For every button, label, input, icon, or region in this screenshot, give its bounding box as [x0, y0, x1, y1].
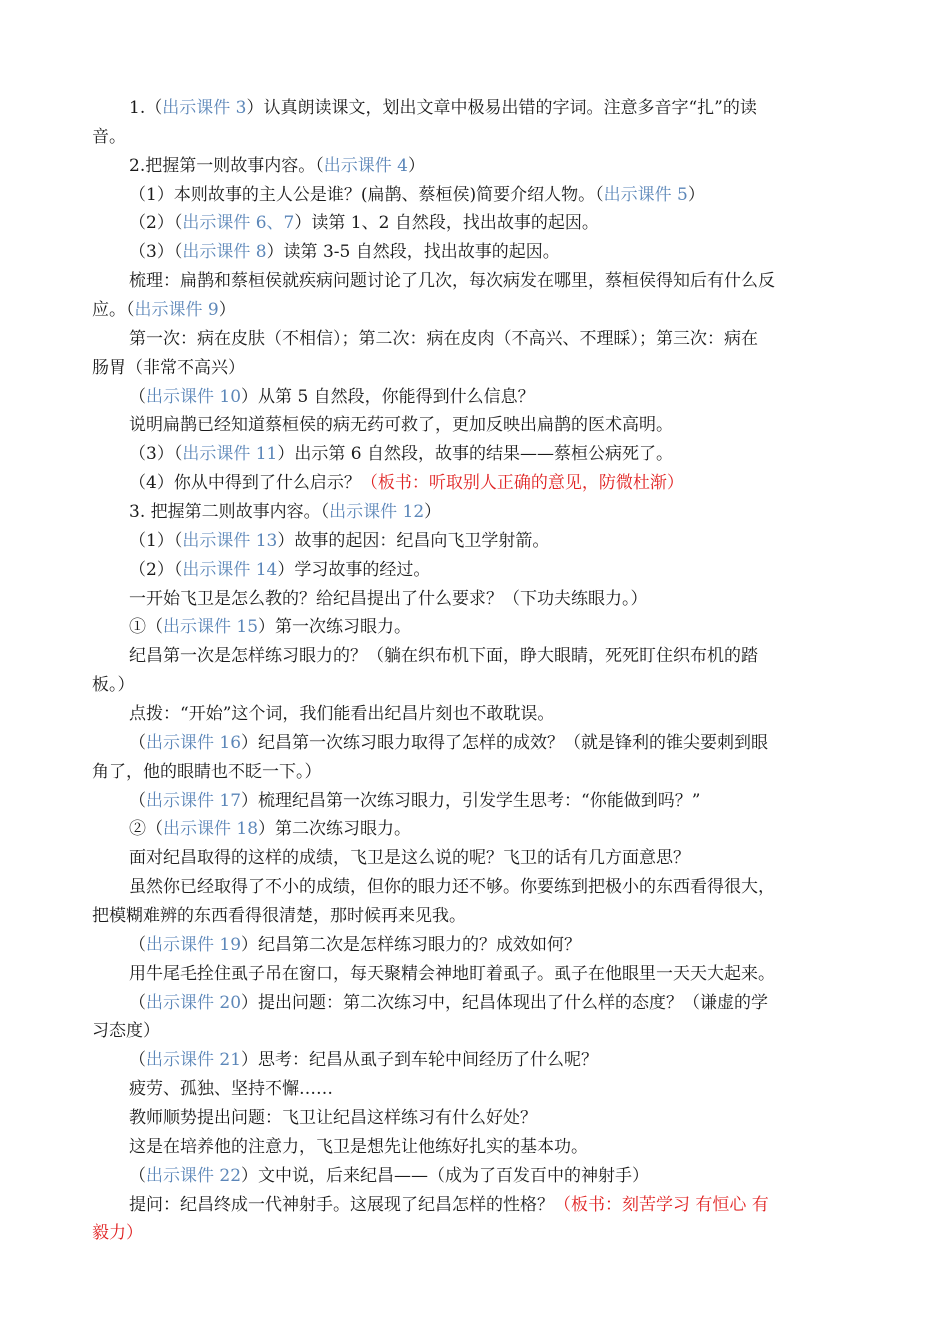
text-line: （出示课件 10）从第 5 自然段，你能得到什么信息？ — [129, 387, 535, 407]
text-line: 一开始飞卫是怎么教的？给纪昌提出了什么要求？（下功夫练眼力。） — [129, 589, 648, 609]
text-line: 角了，他的眼睛也不眨一下。） — [92, 762, 322, 782]
courseware-ref: 出示课件 18 — [163, 819, 259, 839]
text-line: 用牛尾毛拴住虱子吊在窗口，每天聚精会神地盯着虱子。虱子在他眼里一天天大起来。 — [129, 964, 775, 984]
courseware-ref: 出示课件 19 — [146, 935, 242, 955]
text-line: （3）（出示课件 8）读第 3-5 自然段，找出故事的起因。 — [129, 242, 560, 262]
courseware-ref: 出示课件 15 — [163, 617, 259, 637]
courseware-ref: 出示课件 17 — [146, 791, 242, 811]
courseware-ref: 出示课件 22 — [146, 1166, 242, 1186]
text-line: 教师顺势提出问题：飞卫让纪昌这样练习有什么好处？ — [129, 1108, 537, 1128]
courseware-ref: 出示课件 11 — [182, 444, 278, 464]
text-line: （出示课件 16）纪昌第一次练习眼力取得了怎样的成效？（就是锋利的锥尖要刺到眼 — [129, 733, 769, 753]
courseware-ref: 出示课件 9 — [134, 300, 219, 320]
text-line: 这是在培养他的注意力，飞卫是想先让他练好扎实的基本功。 — [129, 1137, 588, 1157]
text-line: （出示课件 21）思考：纪昌从虱子到车轮中间经历了什么呢？ — [129, 1050, 599, 1070]
text-line: 习态度） — [92, 1021, 160, 1041]
text-line: 点拨：“开始”这个词，我们能看出纪昌片刻也不敢耽误。 — [129, 704, 555, 724]
text-line: 说明扁鹊已经知道蔡桓侯的病无药可救了，更加反映出扁鹊的医术高明。 — [129, 415, 673, 435]
text-line: 面对纪昌取得的这样的成绩，飞卫是这么说的呢？飞卫的话有几方面意思？ — [129, 848, 690, 868]
courseware-ref: 出示课件 10 — [146, 387, 242, 407]
text-line: （2）（出示课件 14）学习故事的经过。 — [129, 560, 431, 580]
courseware-ref: 出示课件 16 — [146, 733, 242, 753]
text-line: （出示课件 19）纪昌第二次是怎样练习眼力的？成效如何？ — [129, 935, 582, 955]
text-line: ①（出示课件 15）第一次练习眼力。 — [129, 617, 412, 637]
text-line: 音。 — [92, 127, 126, 147]
text-line: 纪昌第一次是怎样练习眼力的？（躺在织布机下面，睁大眼睛，死死盯住织布机的踏 — [129, 646, 758, 666]
text-line: （1）本则故事的主人公是谁？(扁鹊、蔡桓侯)简要介绍人物。（出示课件 5） — [129, 185, 705, 205]
text-line: 肠胃（非常不高兴） — [92, 358, 245, 378]
courseware-ref: 出示课件 3 — [162, 98, 247, 118]
text-line: 提问：纪昌终成一代神射手。这展现了纪昌怎样的性格？（板书：刻苦学习 有恒心 有 — [129, 1195, 769, 1215]
board-note: （板书：刻苦学习 有恒心 有 — [554, 1195, 769, 1215]
board-note: 毅力） — [92, 1223, 143, 1243]
text-line: ②（出示课件 18）第二次练习眼力。 — [129, 819, 412, 839]
text-line: （出示课件 20）提出问题：第二次练习中，纪昌体现出了什么样的态度？（谦虚的学 — [129, 993, 769, 1013]
text-line: （出示课件 22）文中说，后来纪昌——（成为了百发百中的神射手） — [129, 1166, 650, 1186]
text-line: 疲劳、孤独、坚持不懈…… — [129, 1079, 333, 1099]
text-line: （1）（出示课件 13）故事的起因：纪昌向飞卫学射箭。 — [129, 531, 550, 551]
courseware-ref: 出示课件 8 — [182, 242, 267, 262]
courseware-ref: 出示课件 5 — [603, 185, 688, 205]
text-line: 虽然你已经取得了不小的成绩，但你的眼力还不够。你要练到把极小的东西看得很大， — [129, 877, 775, 897]
text-line: 2.把握第一则故事内容。（出示课件 4） — [129, 156, 425, 176]
courseware-ref: 出示课件 4 — [323, 156, 408, 176]
text-line: （出示课件 17）梳理纪昌第一次练习眼力，引发学生思考：“你能做到吗？” — [129, 791, 701, 811]
courseware-ref: 出示课件 6、7 — [182, 213, 295, 233]
text-line — [92, 1222, 143, 1244]
courseware-ref: 出示课件 20 — [146, 993, 242, 1013]
courseware-ref: 出示课件 12 — [329, 502, 425, 522]
courseware-ref: 出示课件 14 — [182, 560, 278, 580]
text-line: （2）（出示课件 6、7）读第 1、2 自然段，找出故事的起因。 — [129, 213, 599, 233]
text-line: 梳理：扁鹊和蔡桓侯就疾病问题讨论了几次，每次病发在哪里，蔡桓侯得知后有什么反 — [129, 271, 775, 291]
courseware-ref: 出示课件 21 — [146, 1050, 242, 1070]
courseware-ref: 出示课件 13 — [182, 531, 278, 551]
text-line: 1.（出示课件 3）认真朗读课文，划出文章中极易出错的字词。注意多音字“扎”的读 — [129, 98, 757, 118]
text-line: （3）（出示课件 11）出示第 6 自然段，故事的结果——蔡桓公病死了。 — [129, 444, 673, 464]
text-line: 第一次：病在皮肤（不相信）；第二次：病在皮肉（不高兴、不理睬）；第三次：病在 — [129, 329, 758, 349]
text-line: （4）你从中得到了什么启示？（板书：听取别人正确的意见，防微杜渐） — [129, 473, 684, 493]
text-line: 板。） — [92, 675, 135, 695]
text-line: 应。（出示课件 9） — [92, 300, 236, 320]
board-note: （板书：听取别人正确的意见，防微杜渐） — [360, 473, 684, 493]
text-line: 3. 把握第二则故事内容。（出示课件 12） — [129, 502, 442, 522]
text-line: 把模糊难辨的东西看得很清楚，那时候再来见我。 — [92, 906, 466, 926]
